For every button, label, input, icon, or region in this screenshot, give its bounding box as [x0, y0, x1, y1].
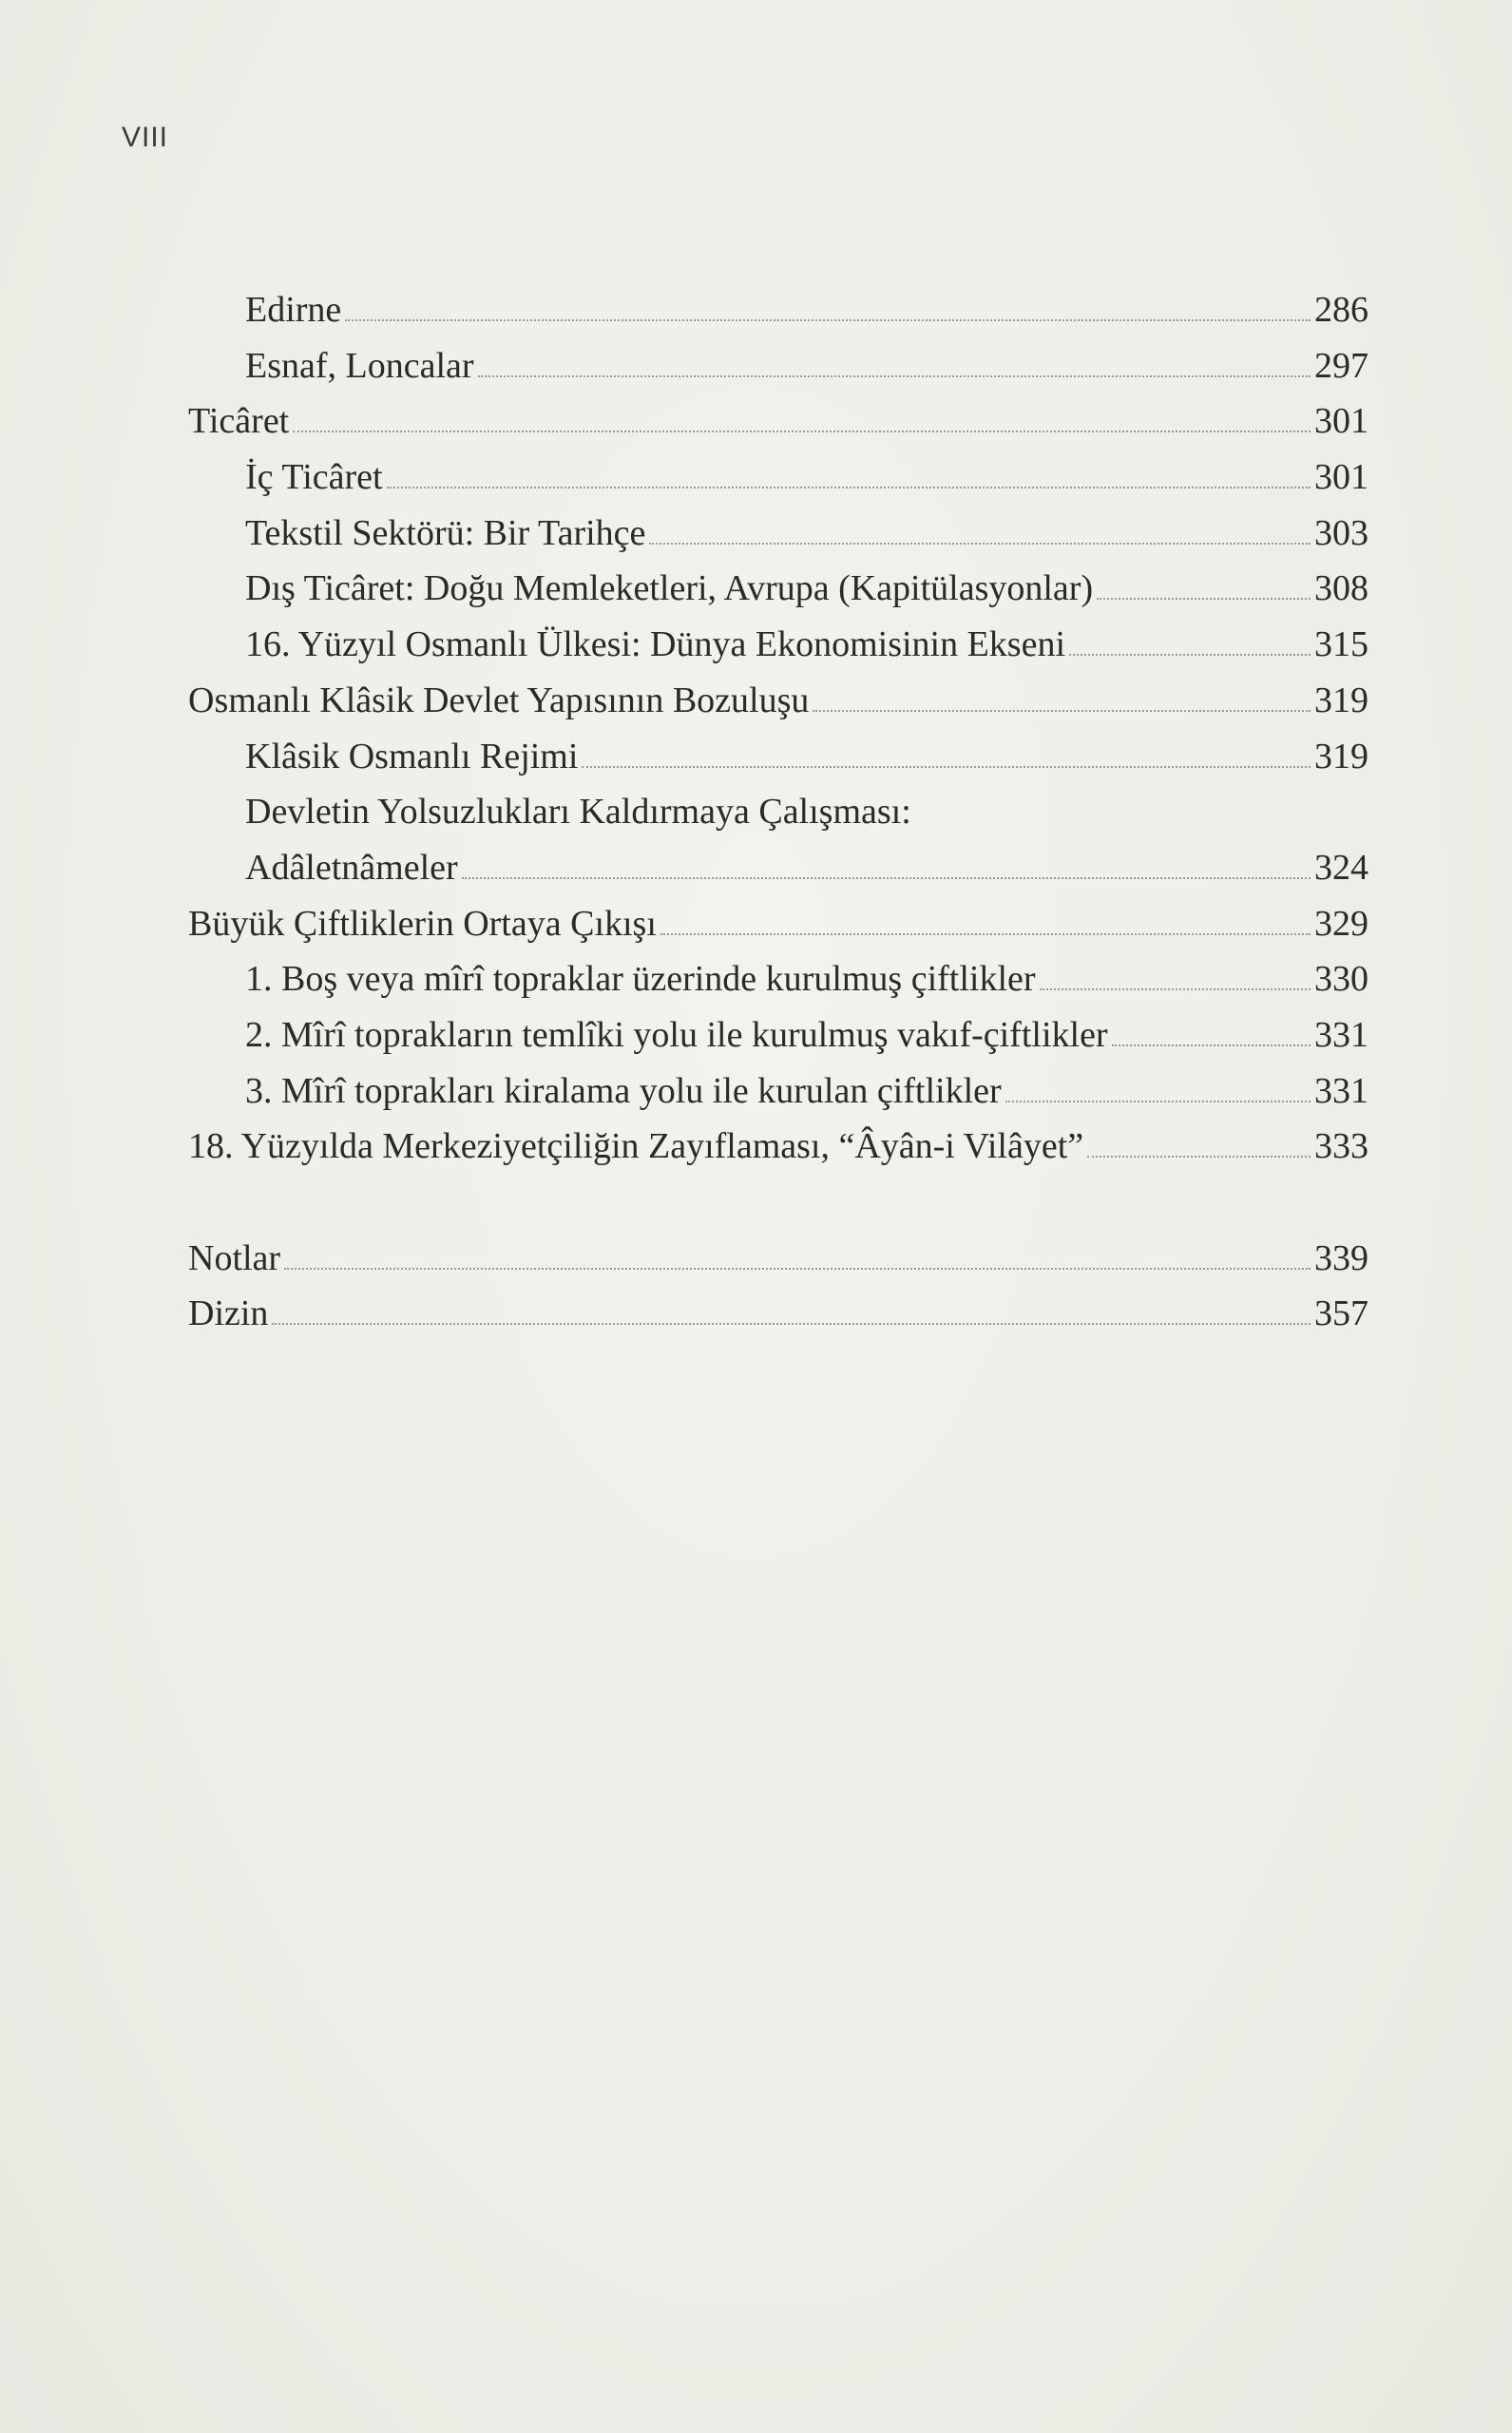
toc-entry-title: Büyük Çiftliklerin Ortaya Çıkışı — [188, 903, 657, 944]
toc-entry-title: 16. Yüzyıl Osmanlı Ülkesi: Dünya Ekonomisinin Ekseni — [245, 624, 1066, 665]
toc-leader-dots — [462, 877, 1311, 879]
toc-entry — [188, 561, 1368, 617]
toc-entry-page: 286 — [1314, 290, 1368, 330]
toc-entry — [188, 951, 1368, 1007]
toc-leader-dots — [582, 766, 1311, 768]
toc-entry-title: İç Ticâret — [245, 457, 383, 498]
toc-entry — [188, 729, 1368, 785]
toc-entry — [188, 393, 1368, 450]
toc-entry — [188, 896, 1368, 952]
toc-entry-page: 331 — [1314, 1070, 1368, 1111]
toc-entry-page: 357 — [1314, 1293, 1368, 1334]
toc-entry — [188, 450, 1368, 506]
toc-entry — [188, 338, 1368, 394]
toc-entry — [188, 840, 1368, 896]
toc-leader-dots — [1040, 988, 1311, 990]
toc-entry — [188, 1231, 1368, 1287]
toc-entry-title: Klâsik Osmanlı Rejimi — [245, 736, 579, 776]
toc-entry-page: 301 — [1314, 401, 1368, 442]
toc-entry-page: 331 — [1314, 1014, 1368, 1055]
toc-entry-page: 301 — [1314, 457, 1368, 498]
toc-entry-page: 330 — [1314, 959, 1368, 1000]
toc-leader-dots — [649, 543, 1311, 545]
toc-entry-page: 319 — [1314, 680, 1368, 720]
toc-entry — [188, 673, 1368, 729]
toc-entry-page: 329 — [1314, 903, 1368, 944]
page-number: VIII — [122, 122, 169, 153]
toc-leader-dots — [1005, 1101, 1311, 1102]
toc-leader-dots — [478, 375, 1311, 377]
toc-entry-page: 333 — [1314, 1126, 1368, 1167]
toc-entry-title: Osmanlı Klâsik Devlet Yapısının Bozuluşu — [188, 680, 810, 720]
toc-entry-title: 1. Boş veya mîrî topraklar üzerinde kurulmuş çiftlikler — [245, 959, 1036, 1000]
toc-leader-dots — [660, 933, 1311, 935]
toc-entry — [188, 506, 1368, 562]
toc-entry-page: 303 — [1314, 512, 1368, 553]
toc-entry — [188, 1119, 1368, 1175]
toc-entry — [188, 784, 1368, 840]
toc-entry-title: Ticâret — [188, 401, 290, 442]
toc-leader-dots — [387, 487, 1311, 489]
toc-entry-title: 2. Mîrî toprakların temlîki yolu ile kurulmuş vakıf-çiftlikler — [245, 1014, 1108, 1055]
toc-leader-dots — [293, 431, 1311, 432]
toc-entry-title: Tekstil Sektörü: Bir Tarihçe — [245, 512, 646, 553]
toc-entry-title: Adâletnâmeler — [245, 847, 458, 888]
toc-entry-page: 315 — [1314, 624, 1368, 665]
toc-leader-dots — [1112, 1044, 1311, 1046]
toc-entry-title: 18. Yüzyılda Merkeziyetçiliğin Zayıflaması, “Âyân-i Vilâyet” — [188, 1126, 1084, 1167]
toc-entry-title: Esnaf, Loncalar — [245, 345, 474, 386]
toc-entry — [188, 1007, 1368, 1063]
toc-entry-title: Devletin Yolsuzlukları Kaldırmaya Çalışması: — [245, 792, 911, 833]
toc-entry-title: Notlar — [188, 1237, 281, 1278]
toc-entry-title: Dizin — [188, 1293, 269, 1334]
table-of-contents — [188, 282, 1368, 1342]
toc-entry — [188, 617, 1368, 673]
toc-entry-page: 297 — [1314, 345, 1368, 386]
toc-entry-page: 308 — [1314, 568, 1368, 609]
toc-entry-title: 3. Mîrî toprakları kiralama yolu ile kurulan çiftlikler — [245, 1070, 1002, 1111]
toc-entry-page: 339 — [1314, 1237, 1368, 1278]
toc-leader-dots — [284, 1268, 1311, 1270]
toc-entry — [188, 282, 1368, 338]
toc-leader-dots — [1097, 598, 1311, 600]
toc-entry-page: 319 — [1314, 736, 1368, 776]
toc-entry-page: 324 — [1314, 847, 1368, 888]
toc-entry — [188, 1063, 1368, 1120]
toc-leader-dots — [345, 319, 1311, 321]
toc-entry — [188, 1286, 1368, 1342]
toc-leader-dots — [1069, 654, 1311, 656]
toc-leader-dots — [1087, 1156, 1311, 1158]
toc-leader-dots — [272, 1323, 1311, 1325]
toc-entry-title: Dış Ticâret: Doğu Memleketleri, Avrupa (Kapitülasyonlar) — [245, 568, 1094, 609]
toc-leader-dots — [813, 710, 1311, 712]
toc-entry-title: Edirne — [245, 290, 342, 330]
